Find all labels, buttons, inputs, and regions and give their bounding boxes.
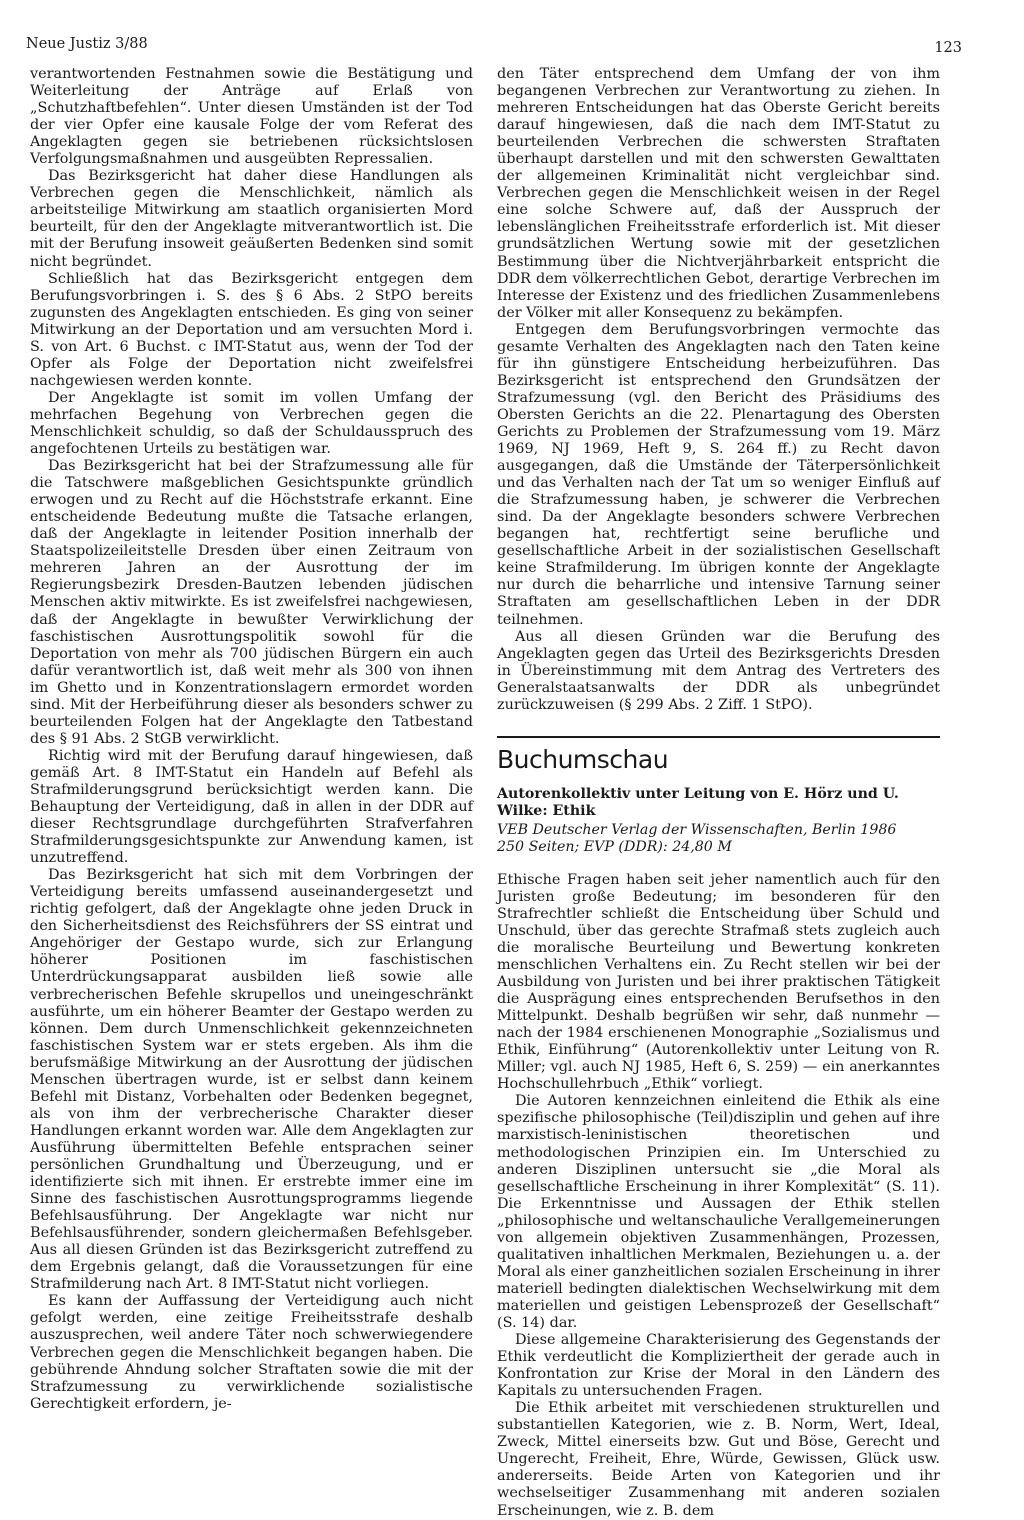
book-publication-info (497, 822, 940, 856)
review-paragraph: Die Autoren kennzeichnen einleitend die Ethik als eine spezifische philosophische (Teil)disziplin und gehen auf ihre marxistisch-leninistischen theoretischen und methodologischen Prinzipien ein. Im Unterschied zu anderen Disziplinen untersucht sie „die Moral als gesellschaftliche Erscheinung in ihrer Komplexität“ (S. 11). Die Erkenntnisse und Aussagen der Ethik stellen „philosophische und weltanschauliche Verallgemeinerungen von allgemein objektiven Zusammenhängen, Prozessen, qualitativen inhaltlichen Merkmalen, Beziehungen u. a. der Moral als einer ganzheitlichen sozialen Erscheinung in ihrer materiell bedingten dialektischen Wechselwirkung mit dem materiellen und geistigen Lebensprozeß der Gesellschaft“ (S. 14) dar. (497, 1093, 940, 1331)
page-number: 123 (934, 40, 962, 56)
paragraph: Entgegen dem Berufungsvorbringen vermochte das gesamte Verhalten des Angeklagten nach den Taten keine für ihn günstigere Entscheidung herbeizuführen. Das Bezirksgericht ist entsprechend den Grundsätzen der Strafzumessung (vgl. den Bericht des Präsidiums des Obersten Gerichts an die 22. Plenartagung des Obersten Gerichts zu Problemen der Strafzumessung vom 19. März 1969, NJ 1969, Heft 9, S. 264 ff.) zu Recht davon ausgegangen, daß die Umstände der Täterpersönlichkeit und das Verhalten nach der Tat um so weniger Einfluß auf die Strafzumessung haben, je schwerer die Verbrechen sind. Da der Angeklagte besonders schwere Verbrechen begangen hat, rechtfertigt seine berufliche und gesellschaftliche Arbeit in der sozialistischen Gesellschaft keine Strafmilderung. Im übrigen konnte der Angeklagte nur durch die beharrliche und intensive Tarnung seiner Straftaten am gesellschaftlichen Leben in der DDR teilnehmen. (497, 321, 940, 628)
paragraph: Das Bezirksgericht hat bei der Strafzumessung alle für die Tatschwere maßgeblichen Gesichtspunkte gründlich erwogen und zu Recht auf die Höchststrafe erkannt. Eine entscheidende Bedeutung mußte die Tatsache erlangen, daß der Angeklagte in leitender Position innerhalb der Staatspolizeileitstelle Dresden über einen Zeitraum von mehreren Jahren an der Ausrottung der im Regierungsbezirk Dresden-Bautzen lebenden jüdischen Menschen aktiv mitwirkte. Es ist zweifelsfrei nachgewiesen, daß der Angeklagte in bewußter Verwirklichung der faschistischen Ausrottungspolitik sowohl für die Deportation von mehr als 700 jüdischen Bürgern ein auch dafür verantwortlich ist, daß weit mehr als 300 von ihnen im Ghetto und in Konzentrationslagern ermordet worden sind. Mit der Herbeiführung dieser als besonders schwer zu beurteilenden Folgen hat der Angeklagte den Tatbestand des § 91 Abs. 2 StGB verwirklicht. (30, 458, 473, 747)
section-title: Buchumschau (497, 744, 669, 774)
paragraph: verantwortenden Festnahmen sowie die Bestätigung und Weiterleitung der Anträge auf Erlaß von „Schutzhaftbefehlen“. Unter diesen Umständen ist der Tod der vier Opfer eine kausale Folge der vom Referat des Angeklagten gegen sie betriebenen rücksichtslosen Verfolgungsmaßnahmen und ausgeübten Repressalien. (30, 66, 473, 168)
journal-issue: Neue Justiz 3/88 (26, 36, 148, 52)
paragraph: Das Bezirksgericht hat daher diese Handlungen als Verbrechen gegen die Menschlichkeit, nämlich als arbeitsteilige Mitwirkung am staatlich organisierten Mord beurteilt, für den der Angeklagte mitverantwortlich ist. Die mit der Berufung insoweit geäußerten Bedenken sind somit nicht begründet. (30, 168, 473, 270)
paragraph: Der Angeklagte ist somit im vollen Umfang der mehrfachen Begehung von Verbrechen gegen die Menschlichkeit schuldig, so daß der Schuldausspruch des angefochtenen Urteils zu bestätigen war. (30, 389, 473, 458)
review-paragraph: Diese allgemeine Charakterisierung des Gegenstands der Ethik verdeutlicht die Kompliziertheit der gerade auch in Konfrontation zur Krise der Moral in den Ländern des Kapitals zu untersuchenden Fragen. (497, 1332, 940, 1400)
book-publisher: VEB Deutscher Verlag der Wissenschaften, Berlin 1986 (497, 821, 897, 838)
review-paragraph: Ethische Fragen haben seit jeher namentlich auch für den Juristen große Bedeutung; im besonderen für den Strafrechtler schließt die Entscheidung über Schuld und Unschuld, über das gerechte Strafmaß stets zugleich auch die moralische Beurteilung und Bewertung konkreten menschlichen Verhaltens ein. Zu Recht stellen wir bei der Ausbildung von Juristen und bei ihrer praktischen Tätigkeit die Ausprägung eines entsprechenden Berufsethos in den Mittelpunkt. Deshalb begrüßen wir sehr, daß nunmehr — nach der 1984 erschienenen Monographie „Sozialismus und Ethik, Einführung“ (Autorenkollektiv unter Leitung von R. Miller; vgl. auch NJ 1985, Heft 6, S. 259) — ein anerkanntes Hochschullehrbuch „Ethik“ vorliegt. (497, 871, 940, 1093)
paragraph: Es kann der Auffassung der Verteidigung auch nicht gefolgt werden, eine zeitige Freiheitsstrafe deshalb auszusprechen, weil andere Täter noch schwerwiegendere Verbrechen gegen die Menschlichkeit begangen haben. Die gebührende Ahndung solcher Straftaten sowie die mit der Strafzumessung zu verwirklichende sozialistische Gerechtigkeit erfordern, je- (30, 1293, 473, 1412)
paragraph: Das Bezirksgericht hat sich mit dem Vorbringen der Verteidigung bereits umfassend auseinandergesetzt und richtig gefolgert, daß der Angeklagte ohne jeden Druck in den Sicherheitsdienst des Reichsführers der SS eintrat und Angehöriger der Gestapo wurde, sich zur Erlangung höherer Positionen im faschistischen Unterdrückungsapparat ausbilden ließ sowie alle verbrecherischen Befehle skrupellos und uneingeschränkt ausführte, um ein höherer Beamter der Gestapo werden zu können. Dem durch Unmenschlichkeit gekennzeichneten faschistischen System war er stets ergeben. Als ihm die berufsmäßige Mitwirkung an der Ausrottung der jüdischen Menschen übertragen wurde, ist er selbst dann keinem Befehl mit Distanz, Vorbehalten oder Bedenken begegnet, als von ihm der verbrecherische Charakter dieser Handlungen erkannt worden war. Alle dem Angeklagten zur Ausführung übermittelten Befehle entsprachen seiner persönlichen Grundhaltung und Überzeugung, und er identifizierte sich mit ihnen. Er erstrebte immer eine im Sinne des faschistischen Ausrottungsprogramms liegende Befehlsausführung. Der Angeklagte war nicht nur Befehlsausführender, sondern gleichermaßen Befehlsgeber. Aus all diesen Gründen ist das Bezirksgericht zutreffend zu dem Ergebnis gelangt, daß die Voraussetzungen für eine Strafmilderung nach Art. 8 IMT-Statut nicht vorliegen. (30, 867, 473, 1293)
section-divider (497, 736, 940, 738)
book-details: 250 Seiten; EVP (DDR): 24,80 M (497, 838, 732, 855)
paragraph: Richtig wird mit der Berufung darauf hingewiesen, daß gemäß Art. 8 IMT-Statut ein Handeln auf Befehl als Strafmilderungsgrund berücksichtigt werden kann. Die Behauptung der Verteidigung, daß in allen in der DDR auf dieser Rechtsgrundlage durchgeführten Strafverfahren Strafmilderungsgesichtspunkte zur Anwendung kamen, ist unzutreffend. (30, 747, 473, 867)
paragraph: den Täter entsprechend dem Umfang der von ihm begangenen Verbrechen zur Verantwortung zu ziehen. In mehreren Entscheidungen hat das Oberste Gericht bereits darauf hingewiesen, daß die nach dem IMT-Statut zu beurteilenden Verbrechen die schwersten Straftaten überhaupt darstellen und mit den schwersten Gewalttaten der allgemeinen Kriminalität nicht vergleichbar sind. Verbrechen gegen die Menschlichkeit weisen in der Regel eine solche Schwere auf, daß der Ausspruch der lebenslänglichen Freiheitsstrafe erforderlich ist. Mit dieser grundsätzlichen Wertung sowie mit der gesetzlichen Bestimmung über die Nichtverjährbarkeit entspricht die DDR dem völkerrechtlichen Gebot, derartige Verbrechen im Interesse der Existenz und des friedlichen Zusammenlebens der Völker mit aller Konsequenz zu bekämpfen. (497, 66, 940, 321)
page-header (26, 14, 962, 56)
review-paragraph: Die Ethik arbeitet mit verschiedenen strukturellen und substantiellen Kategorien, wie z. B. Norm, Wert, Ideal, Zweck, Mittel einerseits bzw. Gut und Böse, Gerecht und Ungerecht, Freiheit, Ehre, Würde, Gewissen, Glück usw. andererseits. Beide Arten von Kategorien und ihr wechselseitiger Zusammenhang mit anderen sozialen Erscheinungen, wie z. B. dem (497, 1400, 940, 1519)
paragraph: Schließlich hat das Bezirksgericht entgegen dem Berufungsvorbringen i. S. des § 6 Abs. 2 StPO bereits zugunsten des Angeklagten entschieden. Es ging von seiner Mitwirkung an der Deportation und am versuchten Mord i. S. von Art. 6 Buchst. c IMT-Statut aus, wenn der Tod der Opfer als Folge der Deportation nicht zweifelsfrei nachgewiesen werden konnte. (30, 270, 473, 389)
left-column (30, 66, 473, 1413)
paragraph: Aus all diesen Gründen war die Berufung des Angeklagten gegen das Urteil des Bezirksgerichts Dresden in Übereinstimmung mit dem Antrag des Vertreters des Generalstaatsanwalts der DDR als unbegründet zurückzuweisen (§ 299 Abs. 2 Ziff. 1 StPO). (497, 628, 940, 713)
book-title: Autorenkollektiv unter Leitung von E. Hörz und U. Wilke: Ethik (497, 785, 899, 819)
right-column (497, 66, 940, 1520)
